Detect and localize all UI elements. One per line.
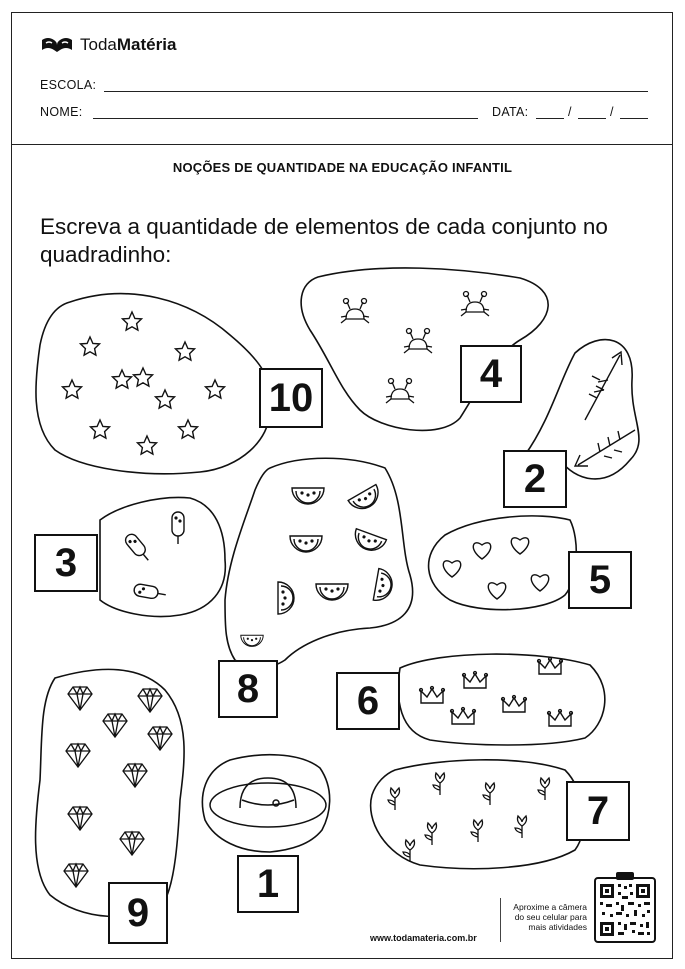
answer-box-arrows[interactable]: 2	[503, 450, 567, 508]
answer-box-crabs[interactable]: 4	[460, 345, 522, 403]
date-label: DATA:	[492, 105, 529, 119]
instruction-text: Escreva a quantidade de elementos de cada conjunto no quadradinho:	[40, 214, 608, 267]
answer-box-crowns[interactable]: 6	[336, 672, 400, 730]
qr-caption: Aproxime a câmera do seu celular para mais atividades	[513, 902, 587, 932]
answer-box-hat[interactable]: 1	[237, 855, 299, 913]
answer-box-diamonds[interactable]: 9	[108, 882, 168, 944]
date-sep-2: /	[610, 105, 614, 119]
answer-box-watermelons[interactable]: 8	[218, 660, 278, 718]
stars-group	[63, 312, 225, 454]
answer-box-flowers[interactable]: 7	[566, 781, 630, 841]
footer-divider	[500, 898, 501, 942]
brand-prefix: Toda	[80, 35, 117, 54]
footer-url[interactable]: www.todamateria.com.br	[370, 933, 477, 943]
school-label: ESCOLA:	[40, 78, 97, 92]
answer-box-popsicles[interactable]: 3	[34, 534, 98, 592]
date-sep-1: /	[568, 105, 572, 119]
brand-bold: Matéria	[116, 35, 177, 54]
answer-box-stars[interactable]: 10	[259, 368, 323, 428]
qr-code-icon[interactable]	[594, 872, 656, 944]
answer-box-hearts[interactable]: 5	[568, 551, 632, 609]
name-label: NOME:	[40, 105, 83, 119]
worksheet-title: NOÇÕES DE QUANTIDADE NA EDUCAÇÃO INFANTIL	[172, 160, 513, 175]
